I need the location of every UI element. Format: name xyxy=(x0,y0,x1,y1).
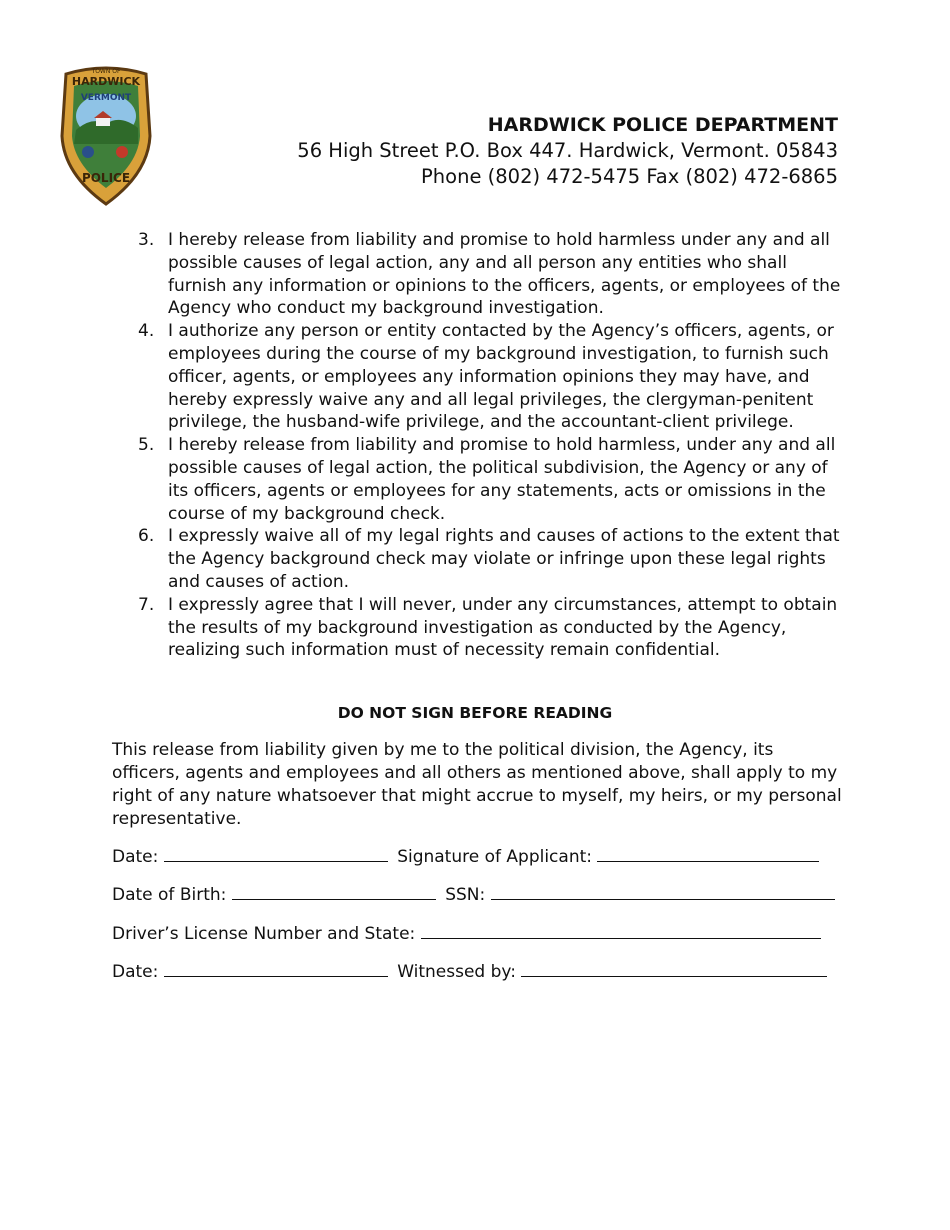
dob-field[interactable] xyxy=(232,884,436,900)
logo-town-text: HARDWICK xyxy=(71,75,141,88)
clause-text: I hereby release from liability and promise to hold harmless, under any and all possible causes of legal action, the political subdivision, the Agency or any of its officers, agents or employees for any statements, acts or omissions in the course of my background check. xyxy=(168,435,836,524)
clause-text: I authorize any person or entity contacted by the Agency’s officers, agents, or employees during the course of my background investigation, to furnish such officer, agents, or employees any information opinions they may have, and hereby expressly waive any and all legal privileges, the clergyman-penitent privilege, the husband-wife privilege, and the accountant-client privilege. xyxy=(168,321,834,433)
license-label: Driver’s License Number and State: xyxy=(112,924,416,944)
logo-police-text: POLICE xyxy=(81,171,131,185)
clause-number: 5. xyxy=(138,435,155,456)
license-row xyxy=(112,923,834,945)
date-field[interactable] xyxy=(164,846,388,862)
date-signature-row xyxy=(112,846,834,868)
ssn-label: SSN: xyxy=(445,885,486,905)
logo-state-text: VERMONT xyxy=(80,93,132,103)
list-item xyxy=(138,229,850,320)
clause-number: 3. xyxy=(138,230,155,250)
witness-label: Witnessed by: xyxy=(397,962,516,982)
date-label: Date: xyxy=(112,962,159,982)
list-item xyxy=(138,525,850,593)
logo-top-text: TOWN OF xyxy=(91,68,121,75)
clause-text: I expressly agree that I will never, under any circumstances, attempt to obtain the results of my background investigation as conducted by the Agency, realizing such information must of necessity remain confidential. xyxy=(168,594,838,661)
police-patch-logo xyxy=(58,64,154,208)
clause-number: 6. xyxy=(138,526,155,547)
list-item xyxy=(138,594,850,662)
clause-number: 4. xyxy=(138,321,155,342)
dob-label: Date of Birth: xyxy=(112,885,227,905)
signature-label: Signature of Applicant: xyxy=(397,847,592,867)
clause-text: I hereby release from liability and promise to hold harmless under any and all possible causes of legal action, any and all person any entities who shall furnish any information or opinions to the officers, agents, or employees of the Agency who conduct my background investigation. xyxy=(168,230,841,319)
list-item xyxy=(138,320,850,434)
clause-text: I expressly waive all of my legal rights and causes of actions to the extent that the Agency background check may violate or infringe upon these legal rights and causes of action. xyxy=(168,526,840,592)
date-field[interactable] xyxy=(164,961,388,977)
release-clauses-list xyxy=(138,229,850,662)
list-item xyxy=(138,434,850,525)
date-witness-row xyxy=(112,961,834,983)
letterhead xyxy=(297,112,838,190)
signature-field[interactable] xyxy=(597,846,819,862)
organization-name: HARDWICK POLICE DEPARTMENT xyxy=(487,114,838,136)
date-label: Date: xyxy=(112,847,159,867)
dob-ssn-row xyxy=(112,884,834,906)
clause-number: 7. xyxy=(138,594,155,615)
ssn-field[interactable] xyxy=(491,884,835,900)
caution-heading: DO NOT SIGN BEFORE READING xyxy=(337,704,613,722)
witness-field[interactable] xyxy=(521,961,827,977)
organization-address: 56 High Street P.O. Box 447. Hardwick, Vermont. 05843 xyxy=(297,139,838,162)
license-field[interactable] xyxy=(421,923,821,939)
release-paragraph: This release from liability given by me to the political division, the Agency, its officers, agents and employees and all others as mentioned above, shall apply to my right of any nature whatsoever that might accrue to myself, my heirs, or my personal representative. xyxy=(112,740,842,829)
organization-phone-fax: Phone (802) 472-5475 Fax (802) 472-6865 xyxy=(421,165,838,188)
